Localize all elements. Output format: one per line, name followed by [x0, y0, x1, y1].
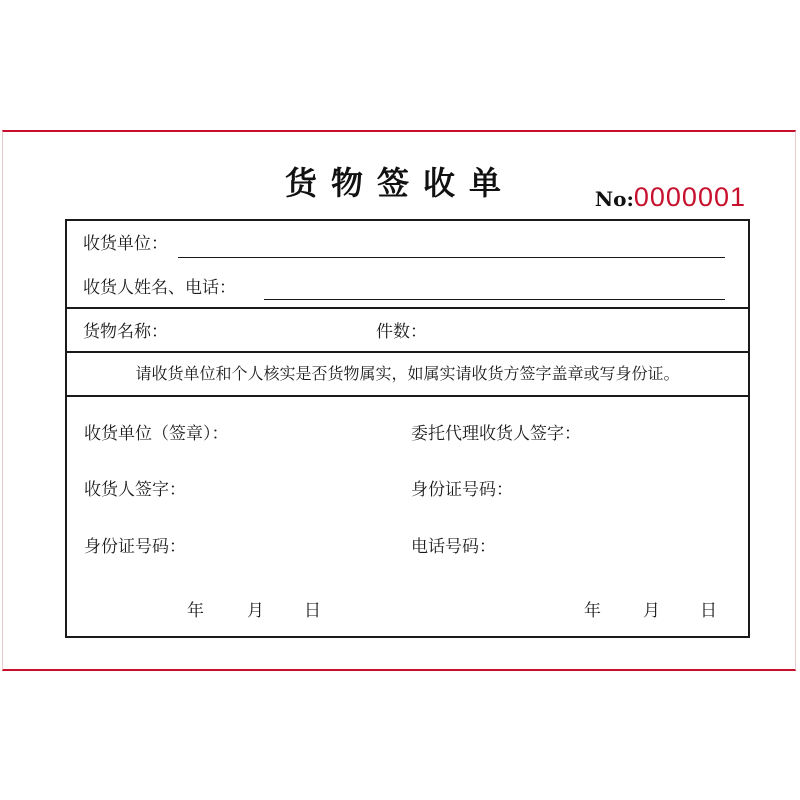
serial-number: [595, 180, 746, 218]
serial-value: 0000001: [633, 182, 746, 212]
receiver-name-phone-label: 收货人姓名、电话：: [83, 278, 236, 298]
divider: [67, 307, 748, 309]
receipt-form: [65, 219, 750, 638]
receiver-name-phone-field[interactable]: [264, 299, 725, 300]
receiver-signature-label: 收货人签字：: [84, 480, 186, 500]
receiving-unit-field[interactable]: [178, 257, 725, 258]
quantity-label: 件数：: [376, 322, 427, 342]
divider: [67, 351, 748, 353]
right-date-month: 月: [643, 601, 660, 621]
verification-notice: 请收货单位和个人核实是否货物属实，如属实请收货方签字盖章或写身份证。: [135, 364, 680, 383]
agent-phone-label: 电话号码：: [411, 537, 496, 557]
left-date-day: 日: [304, 601, 321, 621]
goods-name-label: 货物名称：: [83, 322, 168, 342]
divider: [67, 395, 748, 397]
receiving-unit-label: 收货单位：: [83, 234, 168, 254]
agent-signature-label: 委托代理收货人签字：: [411, 424, 581, 444]
agent-id-number-label: 身份证号码：: [411, 480, 513, 500]
page-title: 货物签收单: [284, 164, 515, 202]
serial-label: No:: [594, 187, 634, 211]
unit-seal-label: 收货单位（签章）：: [84, 424, 229, 444]
left-date-month: 月: [247, 601, 264, 621]
left-date-year: 年: [187, 601, 204, 621]
receiver-id-number-label: 身份证号码：: [84, 537, 186, 557]
right-date-year: 年: [584, 601, 601, 621]
right-date-day: 日: [700, 601, 717, 621]
